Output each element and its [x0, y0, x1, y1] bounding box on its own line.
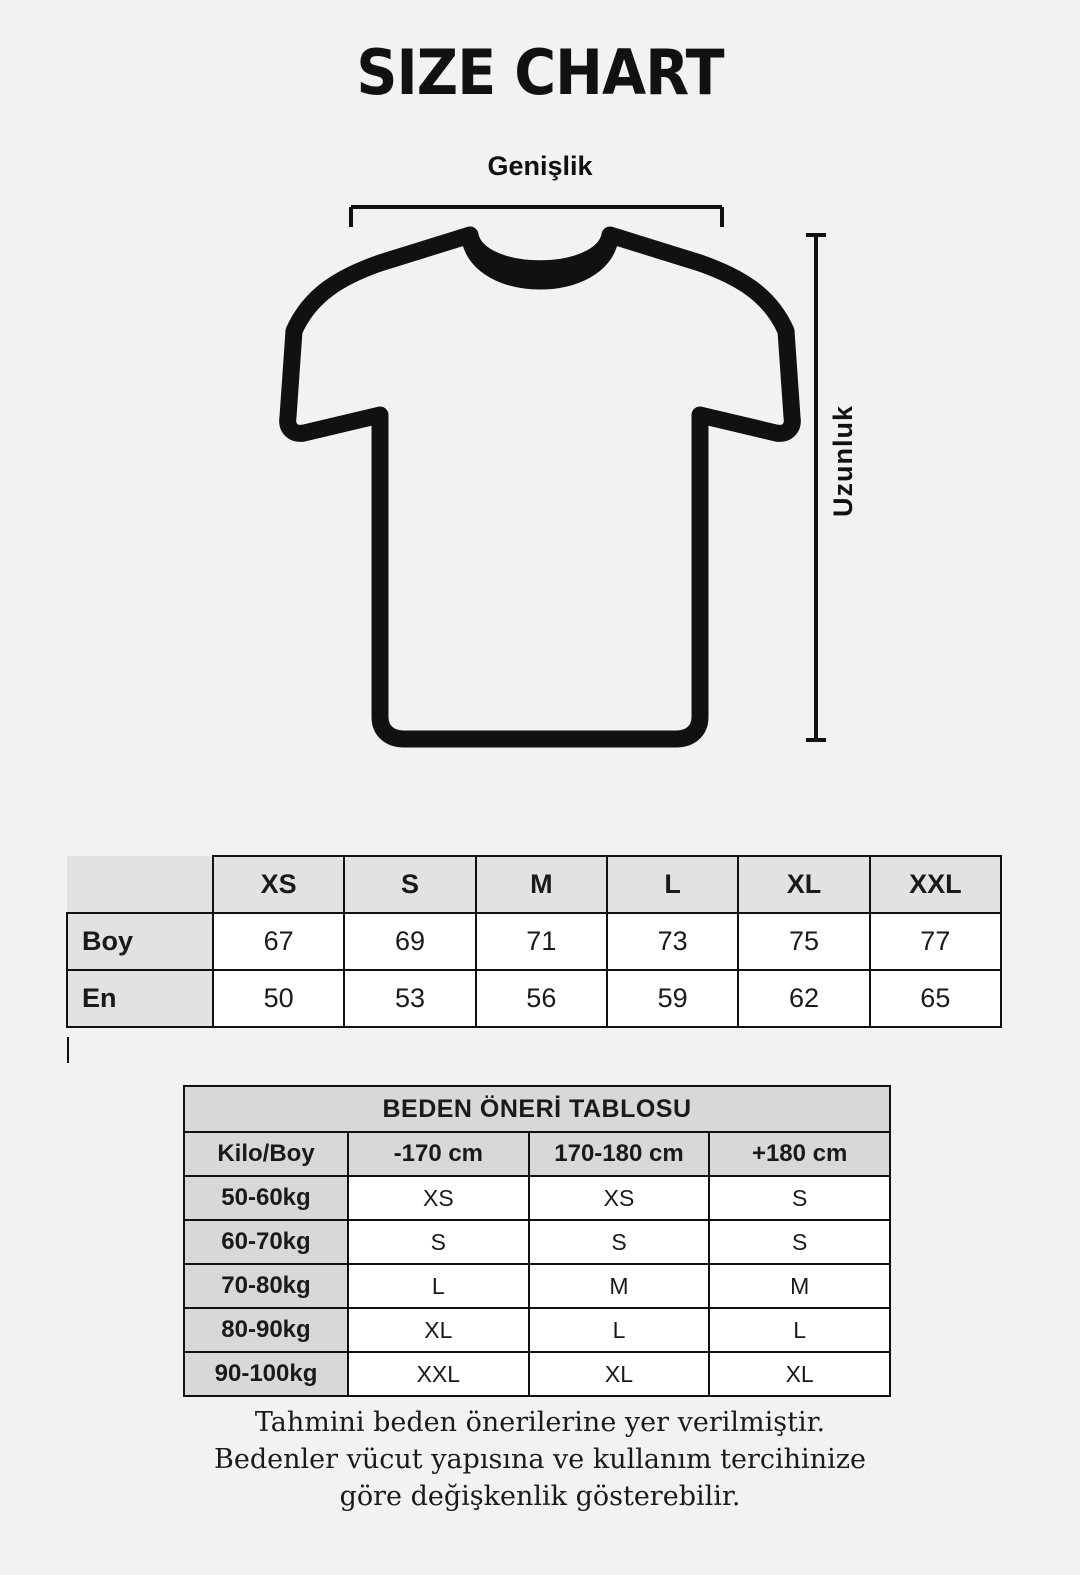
measurement-table [66, 855, 1002, 1028]
reco-row-label-60-70: 60-70kg [184, 1220, 348, 1264]
recommendation-title-row [184, 1086, 890, 1132]
reco-row-label-50-60: 50-60kg [184, 1176, 348, 1220]
reco-cell-90-100-c: XL [709, 1352, 890, 1396]
reco-cell-80-90-b: L [529, 1308, 710, 1352]
cell-en-xl: 62 [738, 970, 869, 1027]
table-row [184, 1352, 890, 1396]
size-header-xxl: XXL [870, 856, 1001, 913]
cell-boy-m: 71 [476, 913, 607, 970]
tshirt-outline-icon [0, 135, 1080, 815]
reco-cell-90-100-a: XXL [348, 1352, 529, 1396]
reco-cell-60-70-c: S [709, 1220, 890, 1264]
table-row [184, 1176, 890, 1220]
page-title: SIZE CHART [356, 36, 724, 109]
cell-en-m: 56 [476, 970, 607, 1027]
table-row [184, 1220, 890, 1264]
reco-cell-70-80-b: M [529, 1264, 710, 1308]
size-header-l: L [607, 856, 738, 913]
reco-cell-80-90-a: XL [348, 1308, 529, 1352]
reco-header-over-180: +180 cm [709, 1132, 890, 1176]
cell-boy-xs: 67 [213, 913, 344, 970]
table-row [67, 970, 1001, 1027]
cell-boy-xxl: 77 [870, 913, 1001, 970]
cell-en-xxl: 65 [870, 970, 1001, 1027]
cell-en-l: 59 [607, 970, 738, 1027]
table-corner-cell [67, 856, 213, 913]
reco-cell-80-90-c: L [709, 1308, 890, 1352]
cell-boy-xl: 75 [738, 913, 869, 970]
table-row [184, 1264, 890, 1308]
cell-en-s: 53 [344, 970, 475, 1027]
cell-en-xs: 50 [213, 970, 344, 1027]
reco-cell-70-80-a: L [348, 1264, 529, 1308]
footnote-line-2: Bedenler vücut yapısına ve kullanım tercihinize [214, 1444, 866, 1475]
reco-row-label-70-80: 70-80kg [184, 1264, 348, 1308]
stray-tick-mark [67, 1037, 69, 1063]
tshirt-diagram [0, 135, 1080, 815]
reco-cell-70-80-c: M [709, 1264, 890, 1308]
row-label-boy: Boy [67, 913, 213, 970]
table-row [184, 1308, 890, 1352]
reco-header-170-180: 170-180 cm [529, 1132, 710, 1176]
reco-cell-50-60-c: S [709, 1176, 890, 1220]
recommendation-table [183, 1085, 891, 1397]
reco-row-label-90-100: 90-100kg [184, 1352, 348, 1396]
row-label-en: En [67, 970, 213, 1027]
size-header-m: M [476, 856, 607, 913]
reco-row-label-80-90: 80-90kg [184, 1308, 348, 1352]
footnote-line-1: Tahmini beden önerilerine yer verilmiştir. [254, 1407, 826, 1438]
table-header-row [67, 856, 1001, 913]
cell-boy-s: 69 [344, 913, 475, 970]
reco-cell-50-60-b: XS [529, 1176, 710, 1220]
size-header-xs: XS [213, 856, 344, 913]
length-label: Uzunluk [828, 405, 858, 517]
cell-boy-l: 73 [607, 913, 738, 970]
footnote [0, 1404, 1080, 1515]
reco-cell-90-100-b: XL [529, 1352, 710, 1396]
width-label: Genişlik [487, 151, 593, 181]
table-row [67, 913, 1001, 970]
reco-header-kilo-boy: Kilo/Boy [184, 1132, 348, 1176]
recommendation-header-row [184, 1132, 890, 1176]
size-header-s: S [344, 856, 475, 913]
size-header-xl: XL [738, 856, 869, 913]
recommendation-title: BEDEN ÖNERİ TABLOSU [184, 1086, 890, 1132]
reco-cell-50-60-a: XS [348, 1176, 529, 1220]
vertical-measure-bracket-icon [806, 235, 826, 740]
footnote-line-3: göre değişkenlik gösterebilir. [339, 1481, 741, 1512]
reco-cell-60-70-b: S [529, 1220, 710, 1264]
reco-cell-60-70-a: S [348, 1220, 529, 1264]
reco-header-under-170: -170 cm [348, 1132, 529, 1176]
horizontal-measure-bracket-icon [351, 207, 722, 227]
